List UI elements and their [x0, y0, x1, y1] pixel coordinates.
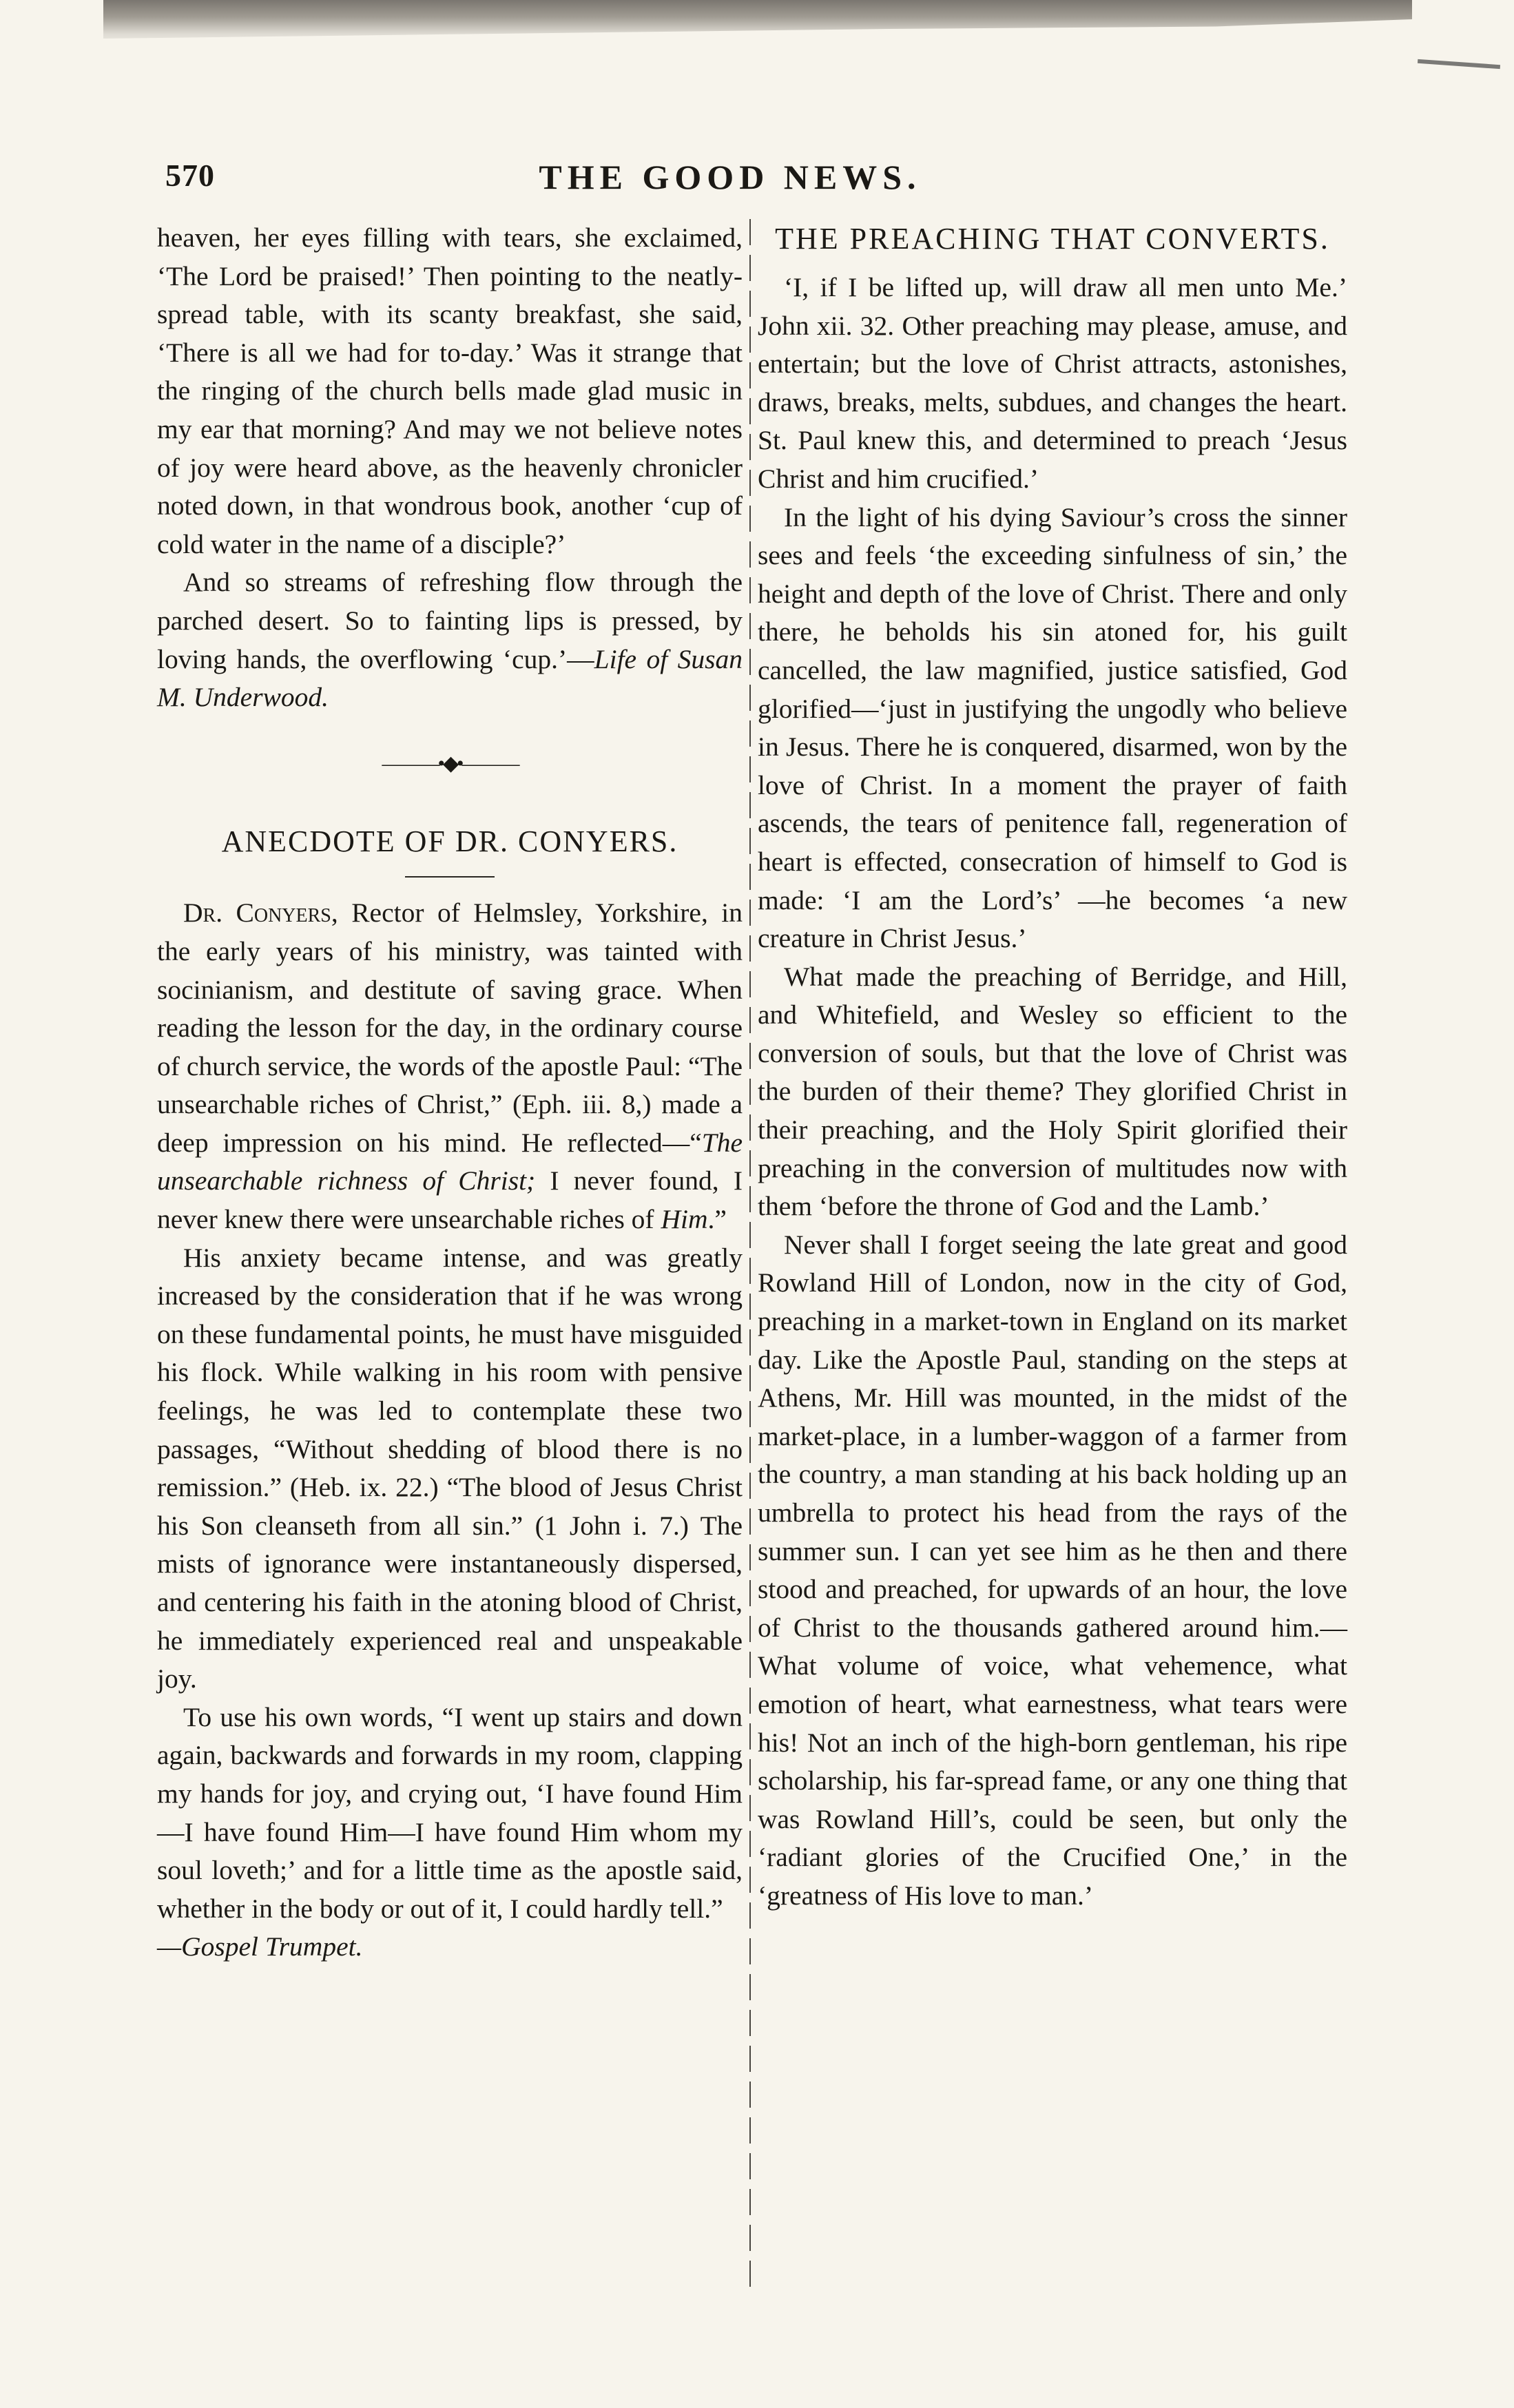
underwood-attribution: Life of Susan M. Underwood.: [157, 643, 743, 713]
left-paragraph-3: [157, 894, 743, 1238]
left-column: [157, 219, 743, 1966]
left-paragraph-3-text-c: .”: [707, 1204, 727, 1235]
left-paragraph-3-text-b: I never found, I never knew there were unsearchable riches of: [157, 1165, 743, 1235]
preaching-title: THE PREACHING THAT CONVERTS.: [775, 222, 1330, 256]
left-paragraph-1: heaven, her eyes filling with tears, she exclaimed, ‘The Lord be praised!’ Then pointing to the neatly-spread table, with its scanty breakfast, she said, ‘There is all we had for to-day.’ Was it strange that the ringing of the church bells made glad music in my ear that morning? And may we not believe notes of joy were heard above, as the heavenly chronicler noted down, in that wondrous book, another ‘cup of cold water in the name of a disciple?’: [157, 222, 743, 559]
right-column: [758, 219, 1347, 1916]
column-divider: [749, 219, 751, 2292]
gospel-trumpet-attribution: —Gospel Trumpet.: [157, 1931, 363, 1962]
scan-edge-mark: [1418, 59, 1500, 69]
anecdote-title: ANECDOTE OF DR. CONYERS.: [221, 824, 678, 859]
left-paragraph-3-text-a: Rector of Helmsley, Yorkshire, in the early years of his ministry, was tainted with socinianism, and destitute of saving grace. When reading the lesson for the day, in the ordinary course of church service, the words of the apostle Paul: “The unsearchable riches of Christ,” (Eph. iii. 8,) made a deep impression on his mind. He reflected—“: [157, 897, 743, 1158]
conyers-name: Dr. Conyers,: [183, 897, 338, 928]
left-paragraph-4: His anxiety became intense, and was greatly increased by the consideration that if he was wrong on these fundamental points, he must have misguided his flock. While walking in his room with pensive feelings, he was led to contemplate these two passages, “Without shedding of blood there is no remission.” (Heb. ix. 22.) “The blood of Jesus Christ his Son cleanseth from all sin.” (1 John i. 7.) The mists of ignorance were instantaneously dispersed, and centering his faith in the atoning blood of Christ, he immediately experienced real and unspeakable joy.: [157, 1242, 743, 1694]
right-paragraph-1: ‘I, if I be lifted up, will draw all men unto Me.’ John xii. 32. Other preaching may please, amuse, and entertain; but the love of Christ attracts, astonishes, draws, breaks, melts, subdues, and changes the heart. St. Paul knew this, and determined to preach ‘Jesus Christ and him crucified.’: [758, 272, 1347, 494]
right-paragraph-3: What made the preaching of Berridge, and Hill, and Whitefield, and Wesley so efficient to the conversion of souls, but that the love of Christ was the burden of their theme? They glorified Christ in their preaching, and the Holy Spirit glorified their preaching in the conversion of multitudes now with them ‘before the throne of God and the Lamb.’: [758, 961, 1347, 1222]
section-ornament: ———•◆•———: [382, 751, 518, 775]
right-paragraph-4: Never shall I forget seeing the late great and good Rowland Hill of London, now in the city of God, preaching in a market-town in England on its market day. Like the Apostle Paul, standing on the steps at Athens, Mr. Hill was mounted, in the midst of the market-place, in a lumber-waggon of a farmer from the country, a man standing at his back holding up an umbrella to protect his head from the rays of the summer sun. I can yet see him as he then and there stood and preached, for upwards of an hour, the love of Christ to the thousands gathered around him.—What volume of voice, what vehemence, what emotion of heart, what earnestness, what tears were his! Not an inch of the high-born gentleman, his ripe scholarship, his far-spread fame, or any one thing that was Rowland Hill’s, could be seen, but only the ‘radiant glories of the Crucified One,’ in the ‘greatness of His love to man.’: [758, 1229, 1347, 1911]
title-rule: [405, 876, 495, 878]
page-number: 570: [165, 158, 215, 193]
page-header: [165, 157, 1295, 205]
running-title: THE GOOD NEWS.: [539, 158, 922, 196]
left-paragraph-5: To use his own words, “I went up stairs and down again, backwards and forwards in my room, clapping my hands for joy, and crying out, ‘I have found Him—I have found Him—I have found Him whom my soul loveth;’ and for a little time as the apostle said, whether in the body or out of it, I could hardly tell.”: [157, 1701, 743, 1924]
right-paragraph-2: In the light of his dying Saviour’s cross the sinner sees and feels ‘the exceeding sinfulness of sin,’ the height and depth of the love of Christ. There and only there, he beholds his sin atoned for, his guilt cancelled, the law magnified, justice satisfied, God glorified—‘just in justifying the ungodly who believe in Jesus. There he is conquered, disarmed, won by the love of Christ. In a moment the prayer of faith ascends, the tears of penitence fall, regeneration of heart is effected, consecration of himself to God is made: ‘I am the Lord’s’ —he becomes ‘a new creature in Christ Jesus.’: [758, 501, 1347, 954]
left-paragraph-2: [157, 563, 743, 716]
left-paragraph-3-italic-a: The unsearchable richness of Christ;: [157, 1127, 743, 1196]
left-paragraph-2-text: And so streams of refreshing flow through the parched desert. So to fainting lips is pressed, by loving hands, the overflowing ‘cup.’—: [157, 567, 743, 674]
left-paragraph-3-italic-b: Him: [661, 1204, 708, 1235]
scan-smudge: [103, 0, 1412, 48]
